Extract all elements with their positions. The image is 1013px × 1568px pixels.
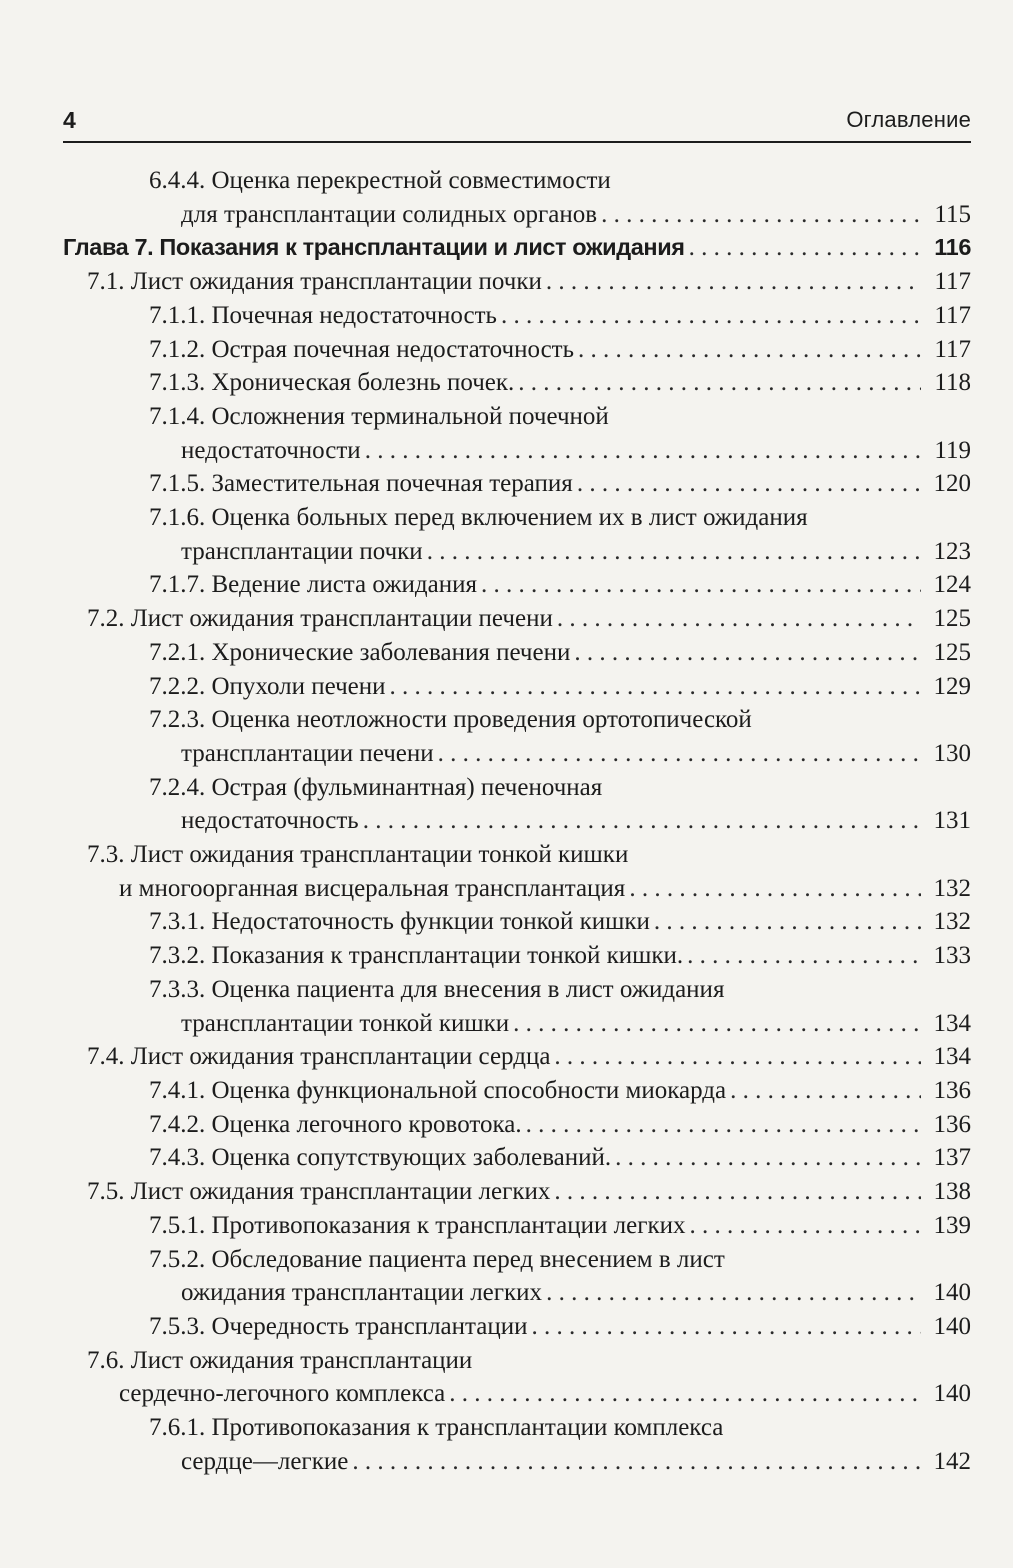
toc-entry-title: для трансплантации солидных органов: [181, 200, 598, 228]
toc-entry-title: 7.4. Лист ожидания трансплантации сердца: [87, 1043, 551, 1071]
dot-leader: [427, 535, 921, 569]
table-of-contents: [63, 164, 971, 1478]
dot-leader: [687, 939, 921, 973]
toc-page-number: 125: [933, 638, 971, 666]
toc-entry: [63, 366, 971, 400]
toc-page-number: 132: [933, 874, 971, 902]
toc-page-number: 129: [933, 672, 971, 700]
toc-entry-title: 7.3.2. Показания к трансплантации тонкой кишки.: [149, 942, 684, 970]
toc-entry: [63, 467, 971, 501]
toc-entry: [63, 333, 971, 367]
toc-entry-title: 7.1.2. Острая почечная недостаточность: [149, 335, 575, 363]
toc-entry: [63, 1141, 971, 1175]
toc-page-number: 115: [934, 200, 971, 228]
toc-entry: [63, 1040, 971, 1074]
toc-entry-title-line: 7.3.3. Оценка пациента для внесения в лист ожидания: [149, 975, 725, 1003]
page-number: 4: [63, 107, 76, 133]
toc-entry: [63, 1175, 971, 1209]
toc-entry-title-line: 6.4.4. Оценка перекрестной совместимости: [149, 167, 611, 194]
toc-entry-title: 7.5.3. Очередность трансплантации: [149, 1312, 528, 1340]
toc-page-number: 139: [933, 1211, 971, 1239]
toc-entry-title-line: 7.3. Лист ожидания трансплантации тонкой кишки: [87, 841, 629, 869]
dot-leader: [689, 1209, 921, 1243]
toc-page-number: 131: [933, 807, 971, 835]
toc-entry: [63, 905, 971, 939]
toc-entry-title: 7.1.5. Заместительная почечная терапия: [149, 470, 573, 498]
toc-page-number: 125: [933, 605, 971, 633]
dot-leader: [513, 1007, 921, 1041]
toc-entry-title: трансплантации почки: [181, 537, 423, 565]
dot-leader: [531, 1310, 921, 1344]
dot-leader: [501, 299, 921, 333]
toc-entry-title: 7.1. Лист ожидания трансплантации почки: [87, 268, 542, 296]
toc-page-number: 133: [933, 942, 971, 970]
toc-entry: [63, 1310, 971, 1344]
dot-leader: [481, 568, 921, 602]
toc-entry-title: сердце—легкие: [181, 1447, 349, 1475]
toc-entry-title: 7.5. Лист ожидания трансплантации легких: [87, 1178, 551, 1206]
toc-entry-title: Глава 7. Показания к трансплантации и лист ожидания: [63, 234, 685, 261]
toc-entry-title: недостаточность: [181, 807, 359, 835]
toc-entry-title: и многоорганная висцеральная трансплантация: [119, 874, 626, 902]
toc-page-number: 134: [933, 1009, 971, 1037]
toc-entry-title: 7.4.2. Оценка легочного кровотока.: [149, 1110, 522, 1138]
toc-page-number: 142: [933, 1447, 971, 1475]
toc-page-number: 116: [934, 234, 971, 261]
toc-page-number: 137: [933, 1144, 971, 1172]
toc-entry: [63, 1074, 971, 1108]
dot-leader: [577, 467, 921, 501]
dot-leader: [438, 737, 921, 771]
toc-entry-title: 7.4.1. Оценка функциональной способности миокарда: [149, 1076, 727, 1104]
running-title: Оглавление: [846, 107, 971, 132]
toc-page-number: 123: [933, 537, 971, 565]
dot-leader: [554, 1040, 921, 1074]
toc-entry-title: 7.3.1. Недостаточность функции тонкой кишки: [149, 908, 650, 936]
toc-entry-title-line: 7.6.1. Противопоказания к трансплантации комплекса: [149, 1414, 724, 1442]
toc-entry: [63, 602, 971, 636]
toc-page-number: 117: [934, 301, 971, 329]
toc-entry: [63, 400, 971, 467]
toc-page-number: 117: [934, 268, 971, 296]
dot-leader: [615, 1141, 921, 1175]
toc-entry-title-line: 7.1.6. Оценка больных перед включением их в лист ожидания: [149, 504, 808, 532]
toc-entry-title: 7.2.2. Опухоли печени: [149, 672, 386, 700]
toc-entry: [63, 1411, 971, 1478]
dot-leader: [546, 1276, 921, 1310]
dot-leader: [629, 872, 921, 906]
toc-page-number: 119: [934, 436, 971, 464]
toc-entry-title: 7.4.3. Оценка сопутствующих заболеваний.: [149, 1144, 612, 1172]
toc-entry: [63, 703, 971, 770]
toc-page-number: 140: [933, 1312, 971, 1340]
toc-entry-title: 7.2. Лист ожидания трансплантации печени: [87, 605, 553, 633]
dot-leader: [601, 198, 921, 232]
toc-entry-title-line: 7.6. Лист ожидания трансплантации: [87, 1346, 473, 1374]
toc-entry: [63, 1344, 971, 1411]
toc-entry: [63, 501, 971, 568]
dot-leader: [518, 366, 921, 400]
toc-entry: [63, 771, 971, 838]
toc-entry-title: 7.2.1. Хронические заболевания печени: [149, 638, 571, 666]
dot-leader: [557, 602, 921, 636]
dot-leader: [578, 333, 921, 367]
toc-page-number: 140: [933, 1279, 971, 1307]
dot-leader: [526, 1108, 921, 1142]
toc-entry-title: трансплантации печени: [181, 739, 434, 767]
toc-entry: [63, 164, 971, 231]
toc-page-number: 136: [933, 1110, 971, 1138]
toc-page-number: 138: [933, 1178, 971, 1206]
dot-leader: [363, 804, 921, 838]
toc-entry: [63, 299, 971, 333]
toc-entry: [63, 939, 971, 973]
toc-page-number: 117: [934, 335, 971, 363]
toc-entry-title-line: 7.2.4. Острая (фульминантная) печеночная: [149, 773, 603, 801]
dot-leader: [390, 670, 921, 704]
toc-entry-title-line: 7.2.3. Оценка неотложности проведения ортотопической: [149, 706, 752, 734]
toc-entry-title: недостаточности: [181, 436, 361, 464]
toc-page-number: 134: [933, 1043, 971, 1071]
toc-entry: [63, 670, 971, 704]
toc-page-number: 124: [933, 571, 971, 599]
toc-entry-title: 7.1.7. Ведение листа ожидания: [149, 571, 477, 599]
toc-page-number: 118: [934, 369, 971, 397]
dot-leader: [546, 265, 921, 299]
toc-entry: [63, 636, 971, 670]
toc-page-number: 130: [933, 739, 971, 767]
toc-entry-title-line: 7.5.2. Обследование пациента перед внесением в лист: [149, 1245, 725, 1273]
page-header: [63, 103, 971, 143]
toc-entry-title: трансплантации тонкой кишки: [181, 1009, 510, 1037]
toc-page-number: 140: [933, 1380, 971, 1408]
toc-page-number: 132: [933, 908, 971, 936]
toc-entry-title: 7.1.1. Почечная недостаточность: [149, 301, 497, 329]
toc-entry-title: 7.1.3. Хроническая болезнь почек.: [149, 369, 515, 397]
toc-entry: [63, 1108, 971, 1142]
toc-entry-title: ожидания трансплантации легких: [181, 1279, 543, 1307]
dot-leader: [365, 434, 921, 468]
toc-page-number: 120: [933, 470, 971, 498]
toc-entry-title: сердечно-легочного комплекса: [119, 1380, 446, 1408]
dot-leader: [574, 636, 921, 670]
toc-entry-title: 7.5.1. Противопоказания к трансплантации легких: [149, 1211, 686, 1239]
dot-leader: [730, 1074, 921, 1108]
toc-entry: [63, 568, 971, 602]
dot-leader: [554, 1175, 921, 1209]
toc-entry: [63, 231, 971, 265]
dot-leader: [449, 1377, 921, 1411]
dot-leader: [352, 1445, 921, 1479]
toc-entry: [63, 838, 971, 905]
toc-entry: [63, 1209, 971, 1243]
toc-entry: [63, 973, 971, 1040]
toc-entry: [63, 265, 971, 299]
toc-entry: [63, 1243, 971, 1310]
toc-entry-title-line: 7.1.4. Осложнения терминальной почечной: [149, 402, 609, 430]
dot-leader: [654, 905, 921, 939]
dot-leader: [689, 231, 921, 265]
toc-page-number: 136: [933, 1076, 971, 1104]
